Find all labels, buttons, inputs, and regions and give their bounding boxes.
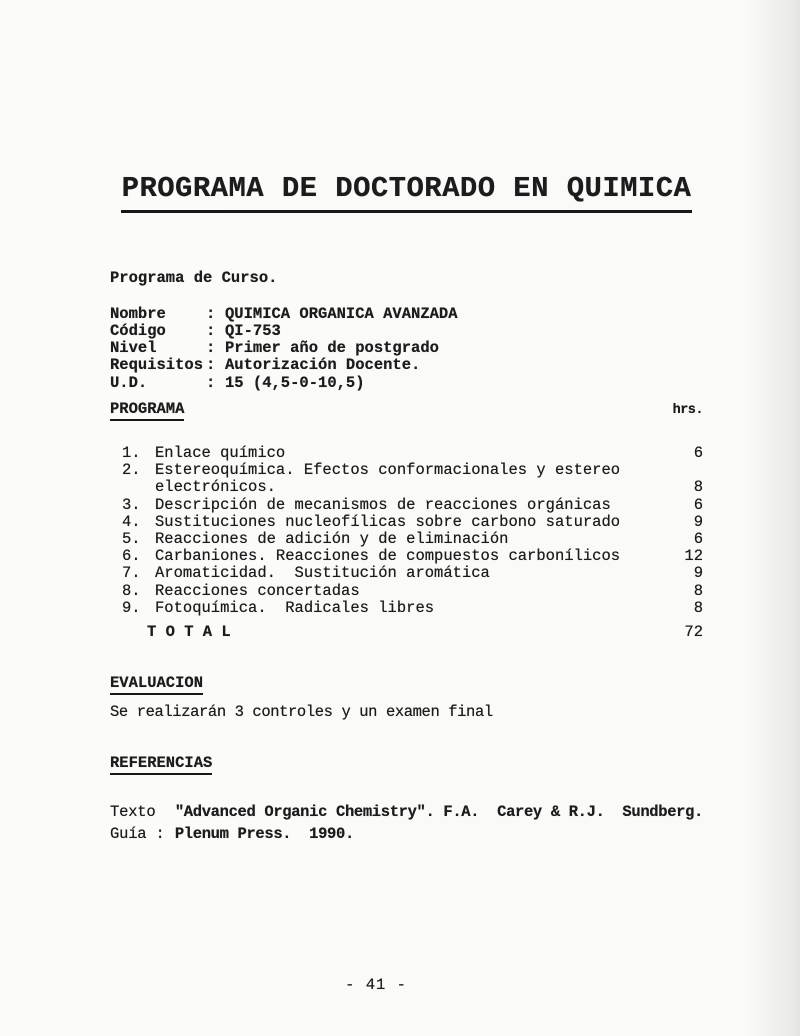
referencias-section <box>110 754 703 775</box>
field-value: QUIMICA ORGANICA AVANZADA <box>225 304 458 323</box>
field-row <box>110 375 703 392</box>
item-number: 2. <box>122 461 141 480</box>
item-number: 4. <box>122 512 141 531</box>
title-wrap <box>110 172 703 213</box>
reference-line: Plenum Press. 1990. <box>174 825 354 844</box>
item-text: Carbaniones. Reacciones de compuestos carbonílicos <box>155 547 621 566</box>
item-hours: 9 <box>693 512 703 531</box>
item-text: Fotoquímica. Radicales libres <box>155 598 435 617</box>
field-colon: : <box>206 321 216 340</box>
field-colon: : <box>206 339 216 358</box>
programa-header-row <box>110 400 703 421</box>
item-hours: 6 <box>693 530 703 548</box>
texto-guia-label: Texto Guía : <box>110 803 165 844</box>
item-number: 5. <box>122 530 141 548</box>
reference-line: "Advanced Organic Chemistry". F.A. Carey & R.J. Sundberg. <box>174 803 703 822</box>
item-hours: 8 <box>693 581 703 600</box>
programa-item-row <box>110 531 703 548</box>
texto-guia-row <box>110 801 703 845</box>
item-text: Descripción de mecanismos de reacciones orgánicas <box>155 495 611 514</box>
item-number: 9. <box>122 598 141 617</box>
evaluacion-heading: EVALUACION <box>110 674 203 695</box>
item-number: 6. <box>122 547 141 566</box>
field-row <box>110 357 703 374</box>
total-hours: 72 <box>684 623 703 642</box>
hours-column-header: hrs. <box>672 402 703 418</box>
field-label: Nivel <box>110 339 157 358</box>
course-intro: Programa de Curso. <box>110 269 278 287</box>
field-row <box>110 323 703 340</box>
item-hours: 9 <box>693 564 703 583</box>
item-text: Enlace químico <box>155 443 286 462</box>
programa-list <box>110 445 703 617</box>
programa-item-row <box>110 565 703 582</box>
field-label: Código <box>110 321 166 340</box>
field-colon: : <box>206 356 216 375</box>
item-text: Aromaticidad. Sustitución aromática <box>155 564 490 583</box>
item-hours: 6 <box>693 443 703 462</box>
field-value: Primer año de postgrado <box>225 339 439 358</box>
reference-text <box>175 801 703 845</box>
item-text: Estereoquímica. Efectos conformacionales y estereo electrónicos. <box>155 461 621 497</box>
item-hours: 12 <box>684 547 703 566</box>
item-text: Reacciones de adición y de eliminación <box>155 530 509 548</box>
page-title: PROGRAMA DE DOCTORADO EN QUIMICA <box>121 172 693 213</box>
evaluacion-text: Se realizarán 3 controles y un examen final <box>110 702 493 721</box>
programa-item-row <box>110 583 703 600</box>
programa-item-row <box>110 445 703 462</box>
item-number: 8. <box>122 581 141 600</box>
programa-item-row <box>110 514 703 531</box>
page-number: - 41 - <box>345 976 407 994</box>
total-label: T O T A L <box>147 623 231 642</box>
programa-item-row <box>110 600 703 617</box>
field-colon: : <box>206 373 216 392</box>
document-content <box>110 0 703 845</box>
item-number: 3. <box>122 495 141 514</box>
item-hours: 8 <box>693 478 703 497</box>
programa-heading: PROGRAMA <box>110 400 184 421</box>
field-label: U.D. <box>110 373 148 392</box>
course-fields <box>110 306 703 392</box>
field-row <box>110 306 703 323</box>
field-label: Nombre <box>110 304 166 323</box>
item-text: Sustituciones nucleofílicas sobre carbono saturado <box>155 512 621 531</box>
field-value: Autorización Docente. <box>225 356 421 375</box>
programa-item-row <box>110 497 703 514</box>
item-number: 7. <box>122 564 141 583</box>
field-row <box>110 340 703 357</box>
programa-item-row <box>110 548 703 565</box>
total-row <box>110 624 703 642</box>
programa-item-row <box>110 462 703 496</box>
field-label: Requisitos <box>110 356 204 375</box>
evaluacion-section <box>110 674 703 695</box>
item-hours: 6 <box>693 495 703 514</box>
field-colon: : <box>206 304 216 323</box>
referencias-heading: REFERENCIAS <box>110 754 212 775</box>
item-text: Reacciones concertadas <box>155 581 360 600</box>
item-number: 1. <box>122 443 141 462</box>
item-hours: 8 <box>693 598 703 617</box>
field-value: 15 (4,5-0-10,5) <box>225 373 365 392</box>
field-value: QI-753 <box>225 321 281 340</box>
